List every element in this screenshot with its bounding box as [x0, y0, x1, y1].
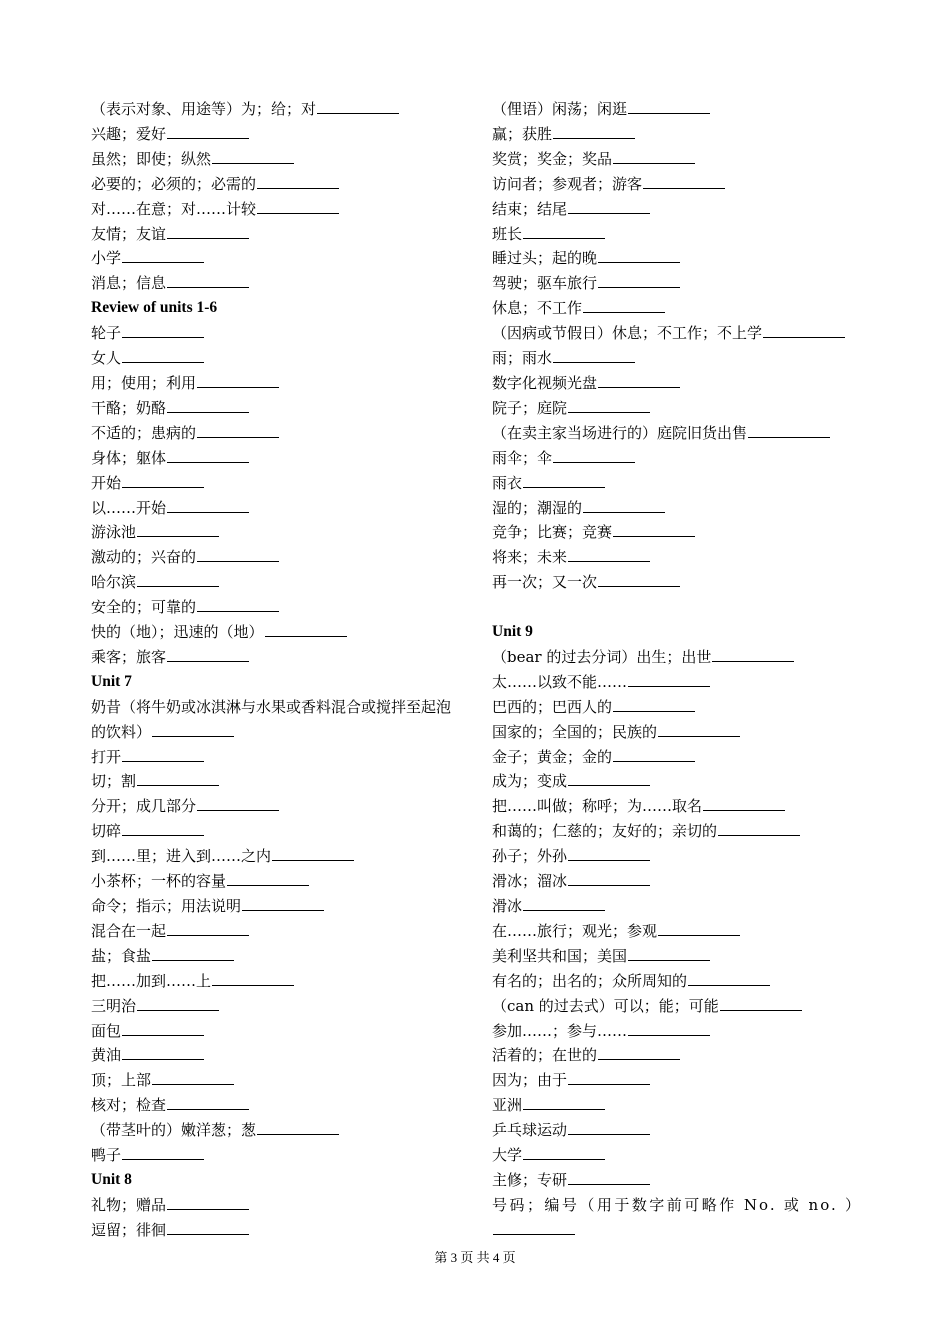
vocab-item	[492, 471, 862, 496]
vocab-definition: 太……以致不能……	[492, 672, 628, 691]
vocab-definition: 身体；躯体	[91, 448, 167, 467]
vocab-item	[91, 1118, 463, 1143]
vocab-item	[91, 869, 463, 894]
answer-blank[interactable]	[122, 348, 204, 363]
answer-blank[interactable]	[167, 498, 249, 513]
answer-blank[interactable]	[613, 747, 695, 762]
vocab-definition: （带茎叶的）嫩洋葱；葱	[91, 1121, 257, 1140]
answer-blank[interactable]	[197, 597, 279, 612]
vocab-definition: 雨伞；伞	[492, 448, 553, 467]
section-heading: Unit 7	[91, 672, 132, 690]
vocab-definition: 美利坚共和国；美国	[492, 946, 628, 965]
vocab-item	[492, 296, 862, 321]
vocab-item	[91, 346, 463, 371]
vocab-item	[492, 1168, 862, 1193]
vocab-definition: 参加……；参与……	[492, 1021, 628, 1040]
vocab-item	[91, 1093, 463, 1118]
answer-blank[interactable]	[167, 647, 249, 662]
answer-blank[interactable]	[703, 796, 785, 811]
vocab-definition: 虽然；即使；纵然	[91, 149, 212, 168]
answer-blank[interactable]	[137, 522, 219, 537]
vocab-definition: 小学	[91, 249, 122, 268]
answer-blank[interactable]	[122, 1045, 204, 1060]
answer-blank[interactable]	[523, 1145, 605, 1160]
answer-blank[interactable]	[212, 149, 294, 164]
vocab-item	[91, 994, 463, 1019]
vocab-definition: 雨衣	[492, 473, 523, 492]
answer-blank[interactable]	[598, 248, 680, 263]
vocab-item	[492, 1043, 862, 1068]
vocab-definition: 乘客；旅客	[91, 647, 167, 666]
answer-blank[interactable]	[167, 273, 249, 288]
vocab-item	[91, 844, 463, 869]
vocab-item	[492, 346, 862, 371]
answer-blank[interactable]	[628, 1021, 710, 1036]
vocab-definition: （表示对象、用途等）为；给；对	[91, 100, 317, 118]
vocab-definition: 对……在意；对……计较	[91, 199, 257, 218]
vocab-definition: 哈尔滨	[91, 573, 137, 592]
vocab-definition: 安全的；可靠的	[91, 598, 197, 617]
vocab-definition: 因为；由于	[492, 1071, 568, 1090]
vocab-item	[492, 1118, 862, 1143]
vocab-definition: 奖赏；奖金；奖品	[492, 149, 613, 168]
vocab-definition: 黄油	[91, 1046, 122, 1065]
vocab-item	[492, 919, 862, 944]
vocab-item	[492, 695, 862, 720]
vocab-definition: 有名的；出名的；众所周知的	[492, 971, 688, 990]
answer-blank[interactable]	[553, 448, 635, 463]
answer-blank[interactable]	[568, 199, 650, 214]
vocab-item	[91, 147, 463, 172]
answer-blank[interactable]	[317, 99, 399, 114]
vocab-definition: 亚洲	[492, 1096, 523, 1115]
answer-blank[interactable]	[122, 323, 204, 338]
answer-blank[interactable]	[167, 1095, 249, 1110]
vocab-definition: （can 的过去式）可以；能；可能	[492, 996, 719, 1015]
vocab-item	[492, 745, 862, 770]
vocab-item	[492, 446, 862, 471]
vocab-item	[91, 471, 463, 496]
answer-blank[interactable]	[643, 174, 725, 189]
answer-blank[interactable]	[568, 1170, 650, 1185]
answer-blank[interactable]	[523, 1095, 605, 1110]
vocab-definition: 切；割	[91, 772, 137, 791]
vocab-definition: 乒乓球运动	[492, 1121, 568, 1140]
answer-blank[interactable]	[718, 821, 800, 836]
vocab-item	[91, 321, 463, 346]
vocab-item	[492, 396, 862, 421]
answer-blank[interactable]	[720, 996, 802, 1011]
vocab-item	[91, 695, 463, 745]
vocab-item	[91, 371, 463, 396]
answer-blank[interactable]	[197, 547, 279, 562]
vocab-item	[492, 570, 862, 595]
answer-blank[interactable]	[658, 921, 740, 936]
answer-blank[interactable]	[628, 672, 710, 687]
vocab-definition: 逗留；徘徊	[91, 1220, 167, 1239]
vocab-definition: 命令；指示；用法说明	[91, 897, 242, 915]
left-column	[91, 97, 463, 1243]
vocab-item	[91, 197, 463, 222]
vocab-item	[492, 172, 862, 197]
answer-blank[interactable]	[583, 298, 665, 313]
vocab-definition: 访问者；参观者；游客	[492, 174, 643, 193]
answer-blank[interactable]	[272, 846, 354, 861]
vocab-item	[91, 246, 463, 271]
vocab-definition: 兴趣；爱好	[91, 124, 167, 143]
answer-blank[interactable]	[167, 448, 249, 463]
vocab-item	[91, 769, 463, 794]
answer-blank[interactable]	[137, 996, 219, 1011]
answer-blank[interactable]	[122, 248, 204, 263]
answer-blank[interactable]	[688, 971, 770, 986]
page-footer: 第 3 页 共 4 页	[434, 1250, 516, 1265]
answer-blank[interactable]	[167, 124, 249, 139]
vocab-item	[492, 769, 862, 794]
vocab-item	[91, 620, 463, 645]
answer-blank[interactable]	[568, 871, 650, 886]
vocab-item	[91, 570, 463, 595]
vocab-definition: 把……加到……上	[91, 971, 212, 990]
vocab-item	[492, 545, 862, 570]
vocab-definition: 睡过头；起的晚	[492, 249, 598, 268]
vocab-definition: 到……里；进入到……之内	[91, 847, 272, 866]
vocab-item	[91, 645, 463, 670]
vocab-definition: 再一次；又一次	[492, 573, 598, 592]
vocab-item	[492, 794, 862, 819]
vocab-definition: 核对；检查	[91, 1096, 167, 1115]
vocab-definition: 混合在一起	[91, 921, 167, 940]
vocab-item	[492, 844, 862, 869]
vocab-item	[492, 670, 862, 695]
vocab-definition: 女人	[91, 349, 122, 368]
vocab-definition: 不适的；患病的	[91, 423, 197, 442]
answer-blank[interactable]	[613, 149, 695, 164]
vocab-definition: 数字化视频光盘	[492, 373, 598, 392]
vocab-item	[492, 197, 862, 222]
vocab-definition: 必要的；必须的；必需的	[91, 174, 257, 193]
vocab-item	[492, 994, 862, 1019]
answer-blank[interactable]	[122, 1021, 204, 1036]
vocab-item	[91, 122, 463, 147]
vocab-item	[91, 819, 463, 844]
answer-blank[interactable]	[712, 647, 794, 662]
vocab-definition: 院子；庭院	[492, 398, 568, 417]
vocab-definition: 消息；信息	[91, 274, 167, 293]
answer-blank[interactable]	[553, 124, 635, 139]
answer-blank[interactable]	[227, 871, 309, 886]
right-column	[492, 97, 862, 1243]
vocab-item	[492, 496, 862, 521]
answer-blank[interactable]	[598, 572, 680, 587]
answer-blank[interactable]	[212, 971, 294, 986]
answer-blank[interactable]	[523, 473, 605, 488]
answer-blank[interactable]	[568, 771, 650, 786]
vocab-item	[91, 944, 463, 969]
vocab-item	[492, 944, 862, 969]
vocab-definition: 用；使用；利用	[91, 373, 197, 392]
vocab-item	[91, 545, 463, 570]
answer-blank[interactable]	[598, 273, 680, 288]
answer-blank[interactable]	[265, 622, 347, 637]
vocab-item	[492, 321, 862, 346]
vocab-item	[492, 421, 862, 446]
vocab-definition: 以……开始	[91, 498, 167, 517]
answer-blank[interactable]	[122, 473, 204, 488]
vocab-definition: 主修；专研	[492, 1170, 568, 1189]
answer-blank[interactable]	[197, 423, 279, 438]
vocab-definition: （在卖主家当场进行的）庭院旧货出售	[492, 423, 748, 442]
answer-blank[interactable]	[152, 722, 234, 737]
vocab-definition: （因病或节假日）休息；不工作；不上学	[492, 324, 763, 343]
answer-blank[interactable]	[583, 498, 665, 513]
vocab-definition: 在……旅行；观光；参观	[492, 921, 658, 940]
answer-blank[interactable]	[658, 722, 740, 737]
answer-blank[interactable]	[598, 373, 680, 388]
vocab-item	[91, 222, 463, 247]
vocab-definition: 三明治	[91, 996, 137, 1015]
vocab-item	[91, 1218, 463, 1243]
answer-blank[interactable]	[122, 747, 204, 762]
vocab-definition: 鸭子	[91, 1146, 122, 1165]
vocab-definition: 切碎	[91, 822, 122, 841]
vocab-item	[492, 222, 862, 247]
answer-blank[interactable]	[568, 1120, 650, 1135]
vocab-definition: 和蔼的；仁慈的；友好的；亲切的	[492, 822, 718, 841]
answer-blank[interactable]	[167, 1220, 249, 1235]
vocab-item	[91, 919, 463, 944]
vocab-item	[492, 147, 862, 172]
vocab-item	[91, 894, 463, 919]
vocab-item	[91, 1193, 463, 1218]
answer-blank[interactable]	[257, 1120, 339, 1135]
vocab-item	[91, 1143, 463, 1168]
vocab-item	[91, 172, 463, 197]
vocab-item	[91, 794, 463, 819]
vocab-definition: 礼物；赠品	[91, 1195, 167, 1214]
vocab-definition: 轮子	[91, 324, 122, 343]
answer-blank[interactable]	[628, 99, 710, 114]
vocab-definition: 滑冰	[492, 896, 523, 915]
vocab-definition: 赢；获胜	[492, 124, 553, 143]
answer-blank[interactable]	[137, 572, 219, 587]
answer-blank[interactable]	[568, 398, 650, 413]
vocab-definition: 金子；黄金；金的	[492, 747, 613, 766]
vocab-definition: 激动的；兴奋的	[91, 548, 197, 567]
vocab-definition: 活着的；在世的	[492, 1046, 598, 1065]
vocab-item	[91, 421, 463, 446]
vocab-item	[91, 969, 463, 994]
answer-blank[interactable]	[613, 522, 695, 537]
vocab-definition: 干酪；奶酪	[91, 398, 167, 417]
answer-blank[interactable]	[493, 1220, 575, 1235]
vocab-definition: （bear 的过去分词）出生；出世	[492, 647, 712, 666]
answer-blank[interactable]	[257, 199, 339, 214]
answer-blank[interactable]	[167, 921, 249, 936]
vocab-definition: 顶；上部	[91, 1071, 152, 1090]
vocab-item	[492, 1068, 862, 1093]
answer-blank[interactable]	[628, 946, 710, 961]
vocab-item	[492, 1193, 862, 1243]
answer-blank[interactable]	[122, 1145, 204, 1160]
answer-blank[interactable]	[167, 398, 249, 413]
answer-blank[interactable]	[613, 697, 695, 712]
vocab-item	[492, 246, 862, 271]
answer-blank[interactable]	[197, 796, 279, 811]
vocab-definition: 奶昔（将牛奶或冰淇淋与水果或香料混合或搅拌至起泡的饮料）	[91, 697, 452, 741]
vocab-item	[492, 645, 862, 670]
answer-blank[interactable]	[568, 1070, 650, 1085]
vocab-definition: 休息；不工作	[492, 299, 583, 318]
answer-blank[interactable]	[523, 224, 605, 239]
answer-blank[interactable]	[553, 348, 635, 363]
vocab-item	[492, 969, 862, 994]
answer-blank[interactable]	[523, 896, 605, 911]
vocab-definition: 驾驶；驱车旅行	[492, 274, 598, 293]
vocab-definition: 面包	[91, 1021, 122, 1040]
vocab-definition: 友情；友谊	[91, 224, 167, 243]
vocab-definition: 把……叫做；称呼；为……取名	[492, 797, 703, 816]
vocab-definition: 孙子；外孙	[492, 847, 568, 866]
vocab-item	[492, 371, 862, 396]
answer-blank[interactable]	[763, 323, 845, 338]
vocab-definition: 巴西的；巴西人的	[492, 697, 613, 716]
vocab-definition: 国家的；全国的；民族的	[492, 722, 658, 741]
answer-blank[interactable]	[167, 224, 249, 239]
answer-blank[interactable]	[167, 1195, 249, 1210]
vocab-item	[492, 1143, 862, 1168]
section-heading: Review of units 1-6	[91, 299, 218, 317]
answer-blank[interactable]	[137, 771, 219, 786]
answer-blank[interactable]	[152, 1070, 234, 1085]
vocab-item	[91, 1068, 463, 1093]
vocab-definition: 盐；食盐	[91, 946, 152, 965]
vocab-item	[91, 1019, 463, 1044]
answer-blank[interactable]	[748, 423, 830, 438]
vocab-item	[492, 819, 862, 844]
vocab-definition: 班长	[492, 224, 523, 243]
vocab-definition: 滑冰；溜冰	[492, 872, 568, 891]
vocab-definition: （俚语）闲荡；闲逛	[492, 100, 628, 118]
vocab-item	[492, 1019, 862, 1044]
vocab-item	[492, 271, 862, 296]
vocab-definition: 小茶杯；一杯的容量	[91, 872, 227, 891]
answer-blank[interactable]	[598, 1045, 680, 1060]
answer-blank[interactable]	[152, 946, 234, 961]
vocab-definition: 快的（地）；迅速的（地）	[91, 623, 264, 642]
answer-blank[interactable]	[257, 174, 339, 189]
vocab-definition: 大学	[492, 1146, 523, 1165]
vocab-definition: 结束；结尾	[492, 199, 568, 218]
vocab-item	[492, 894, 862, 919]
vocab-item	[91, 97, 463, 122]
answer-blank[interactable]	[242, 896, 324, 911]
blank-line	[492, 595, 862, 620]
vocab-item	[91, 520, 463, 545]
vocab-item	[492, 520, 862, 545]
vocab-definition: 湿的；潮湿的	[492, 498, 583, 517]
answer-blank[interactable]	[568, 547, 650, 562]
vocab-item	[91, 595, 463, 620]
vocab-item	[91, 446, 463, 471]
vocab-item	[492, 869, 862, 894]
vocab-item	[492, 122, 862, 147]
vocab-definition: 雨；雨水	[492, 349, 553, 368]
vocab-item	[492, 1093, 862, 1118]
vocab-item	[91, 1043, 463, 1068]
vocab-definition: 开始	[91, 473, 122, 492]
section-heading: Unit 9	[492, 623, 533, 641]
answer-blank[interactable]	[197, 373, 279, 388]
vocab-definition: 分开；成几部分	[91, 797, 197, 816]
vocab-definition: 竞争；比赛；竞赛	[492, 523, 613, 542]
vocab-item	[91, 396, 463, 421]
vocab-item	[91, 496, 463, 521]
answer-blank[interactable]	[122, 821, 204, 836]
section-heading: Unit 8	[91, 1170, 132, 1188]
vocab-item	[91, 745, 463, 770]
vocab-item	[492, 97, 862, 122]
vocab-definition: 号码；编号（用于数字前可略作 No. 或 no. ）	[492, 1195, 862, 1214]
vocab-definition: 打开	[91, 747, 122, 766]
vocab-item	[492, 720, 862, 745]
vocab-definition: 游泳池	[91, 523, 137, 542]
vocab-definition: 成为；变成	[492, 772, 568, 791]
vocab-definition: 将来；未来	[492, 548, 568, 567]
answer-blank[interactable]	[568, 846, 650, 861]
vocab-item	[91, 271, 463, 296]
